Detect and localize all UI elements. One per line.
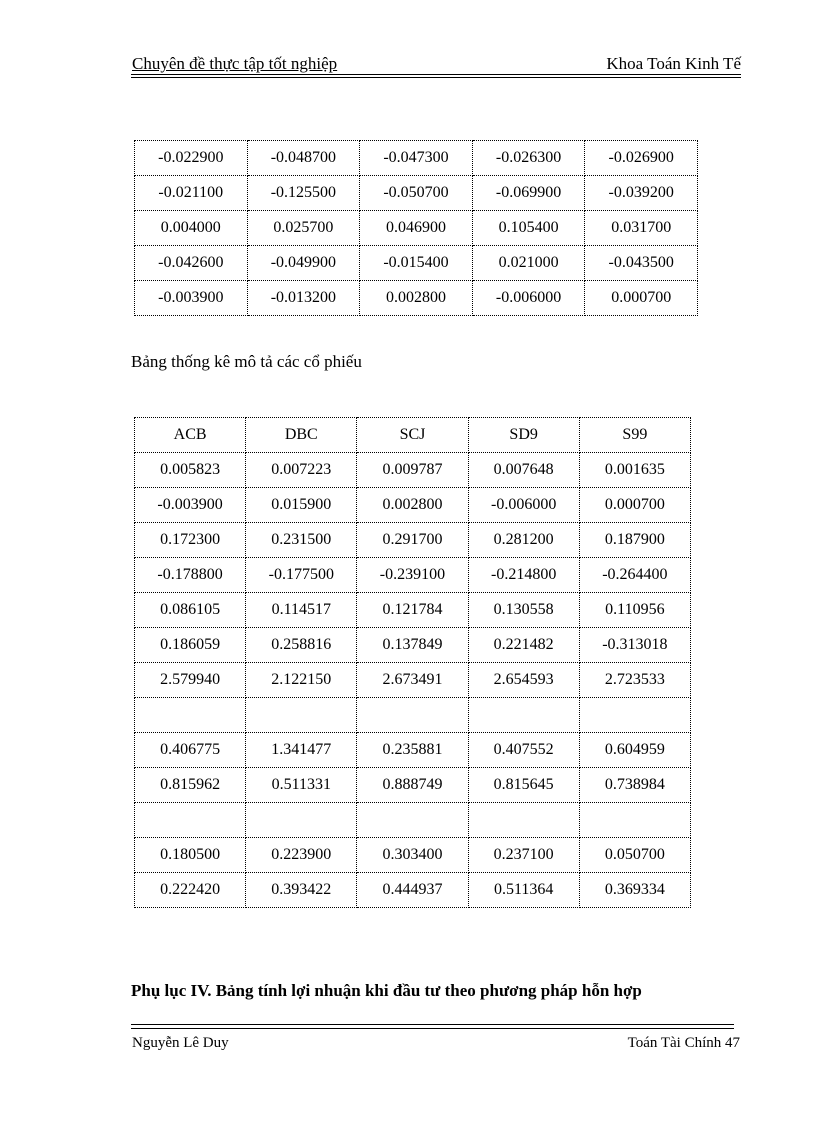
table-cell: 0.114517	[246, 593, 357, 628]
table-cell: 0.738984	[579, 768, 690, 803]
table-row	[135, 698, 691, 733]
table-cell: -0.043500	[585, 246, 698, 281]
table-cell: 0.002800	[357, 488, 468, 523]
table-cell: 0.369334	[579, 873, 690, 908]
stats-table-caption: Bảng thống kê mô tả các cổ phiếu	[131, 352, 362, 371]
table-cell: -0.026300	[472, 141, 585, 176]
table-cell: -0.003900	[135, 488, 246, 523]
table-cell: 0.223900	[246, 838, 357, 873]
table-cell: -0.021100	[135, 176, 248, 211]
table-row	[135, 281, 698, 316]
table-cell: 0.009787	[357, 453, 468, 488]
table-cell: 0.303400	[357, 838, 468, 873]
table-cell: 0.815962	[135, 768, 246, 803]
table-cell: -0.048700	[247, 141, 360, 176]
footer-class: Toán Tài Chính 47	[627, 1035, 740, 1051]
column-header: DBC	[246, 418, 357, 453]
column-header: S99	[579, 418, 690, 453]
table-cell: 0.121784	[357, 593, 468, 628]
table-cell: 0.021000	[472, 246, 585, 281]
table-cell: 0.015900	[246, 488, 357, 523]
column-header: SCJ	[357, 418, 468, 453]
table-cell: -0.026900	[585, 141, 698, 176]
footer-author: Nguyễn Lê Duy	[132, 1035, 229, 1051]
returns-table-body	[135, 141, 698, 316]
table-cell: 0.231500	[246, 523, 357, 558]
table-cell: 0.086105	[135, 593, 246, 628]
table-cell: -0.049900	[247, 246, 360, 281]
appendix-heading: Phụ lục IV. Bảng tính lợi nhuận khi đầu tư theo phương pháp hỗn hợp	[131, 981, 642, 1000]
table-cell: -0.022900	[135, 141, 248, 176]
footer-rule-top	[131, 1024, 734, 1025]
stats-table	[134, 417, 691, 908]
table-cell: -0.015400	[360, 246, 473, 281]
table-cell: 0.110956	[579, 593, 690, 628]
table-cell: 0.187900	[579, 523, 690, 558]
table-row	[135, 803, 691, 838]
table-cell: 2.723533	[579, 663, 690, 698]
stats-table-body	[135, 418, 691, 908]
table-cell: -0.047300	[360, 141, 473, 176]
table-cell: 0.000700	[579, 488, 690, 523]
table-cell: -0.125500	[247, 176, 360, 211]
table-cell: -0.039200	[585, 176, 698, 211]
table-cell: -0.006000	[468, 488, 579, 523]
table-cell: 2.579940	[135, 663, 246, 698]
table-row	[135, 663, 691, 698]
table-cell: -0.264400	[579, 558, 690, 593]
table-cell	[135, 803, 246, 838]
table-cell: -0.177500	[246, 558, 357, 593]
header-left-title: Chuyên đề thực tập tốt nghiệp	[132, 54, 338, 73]
table-cell	[135, 698, 246, 733]
table-cell: 0.031700	[585, 211, 698, 246]
table-cell: 0.186059	[135, 628, 246, 663]
returns-table	[134, 140, 698, 316]
table-row	[135, 141, 698, 176]
table-cell: 0.050700	[579, 838, 690, 873]
table-cell: 0.005823	[135, 453, 246, 488]
table-cell: 0.137849	[357, 628, 468, 663]
table-cell: 2.654593	[468, 663, 579, 698]
table-cell	[357, 698, 468, 733]
table-cell: 0.130558	[468, 593, 579, 628]
table-cell: 0.511364	[468, 873, 579, 908]
table-row	[135, 733, 691, 768]
table-cell: 1.341477	[246, 733, 357, 768]
table-row	[135, 873, 691, 908]
table-cell: 0.444937	[357, 873, 468, 908]
table-cell: -0.178800	[135, 558, 246, 593]
footer-rule-bottom	[131, 1028, 734, 1029]
table-header-row	[135, 418, 691, 453]
table-cell: 0.237100	[468, 838, 579, 873]
table-cell: 0.004000	[135, 211, 248, 246]
table-cell: -0.239100	[357, 558, 468, 593]
table-row	[135, 246, 698, 281]
table-row	[135, 593, 691, 628]
table-cell	[246, 698, 357, 733]
table-cell: 0.046900	[360, 211, 473, 246]
header-rule-top	[131, 74, 741, 75]
table-cell: 0.291700	[357, 523, 468, 558]
table-cell: 0.221482	[468, 628, 579, 663]
table-cell	[468, 803, 579, 838]
column-header: SD9	[468, 418, 579, 453]
table-cell: 0.002800	[360, 281, 473, 316]
table-cell	[246, 803, 357, 838]
header-right-title: Khoa Toán Kinh Tế	[606, 54, 741, 73]
table-row	[135, 523, 691, 558]
table-cell	[357, 803, 468, 838]
table-cell: 0.258816	[246, 628, 357, 663]
table-cell: -0.042600	[135, 246, 248, 281]
table-cell	[579, 803, 690, 838]
table-cell: 0.000700	[585, 281, 698, 316]
table-cell: -0.006000	[472, 281, 585, 316]
table-cell: 2.122150	[246, 663, 357, 698]
table-cell: 0.001635	[579, 453, 690, 488]
table-cell: 0.007223	[246, 453, 357, 488]
header-rule-bottom	[131, 77, 741, 78]
table-cell: -0.069900	[472, 176, 585, 211]
table-cell	[579, 698, 690, 733]
table-cell: 0.281200	[468, 523, 579, 558]
table-cell: 0.511331	[246, 768, 357, 803]
table-row	[135, 838, 691, 873]
table-cell: -0.050700	[360, 176, 473, 211]
table-cell: 0.393422	[246, 873, 357, 908]
table-cell: 0.235881	[357, 733, 468, 768]
table-cell: 0.407552	[468, 733, 579, 768]
table-cell: 0.888749	[357, 768, 468, 803]
table-row	[135, 488, 691, 523]
table-cell: -0.214800	[468, 558, 579, 593]
table-cell: 0.406775	[135, 733, 246, 768]
table-cell: 0.222420	[135, 873, 246, 908]
column-header: ACB	[135, 418, 246, 453]
table-cell: -0.003900	[135, 281, 248, 316]
table-cell: 0.025700	[247, 211, 360, 246]
table-cell: 0.105400	[472, 211, 585, 246]
table-row	[135, 176, 698, 211]
table-cell: 0.604959	[579, 733, 690, 768]
table-cell: 2.673491	[357, 663, 468, 698]
table-row	[135, 628, 691, 663]
table-cell: 0.172300	[135, 523, 246, 558]
table-row	[135, 211, 698, 246]
table-cell: -0.013200	[247, 281, 360, 316]
table-cell: 0.815645	[468, 768, 579, 803]
table-row	[135, 768, 691, 803]
table-cell: 0.007648	[468, 453, 579, 488]
table-cell: 0.180500	[135, 838, 246, 873]
table-row	[135, 453, 691, 488]
table-cell: -0.313018	[579, 628, 690, 663]
table-cell	[468, 698, 579, 733]
table-row	[135, 558, 691, 593]
